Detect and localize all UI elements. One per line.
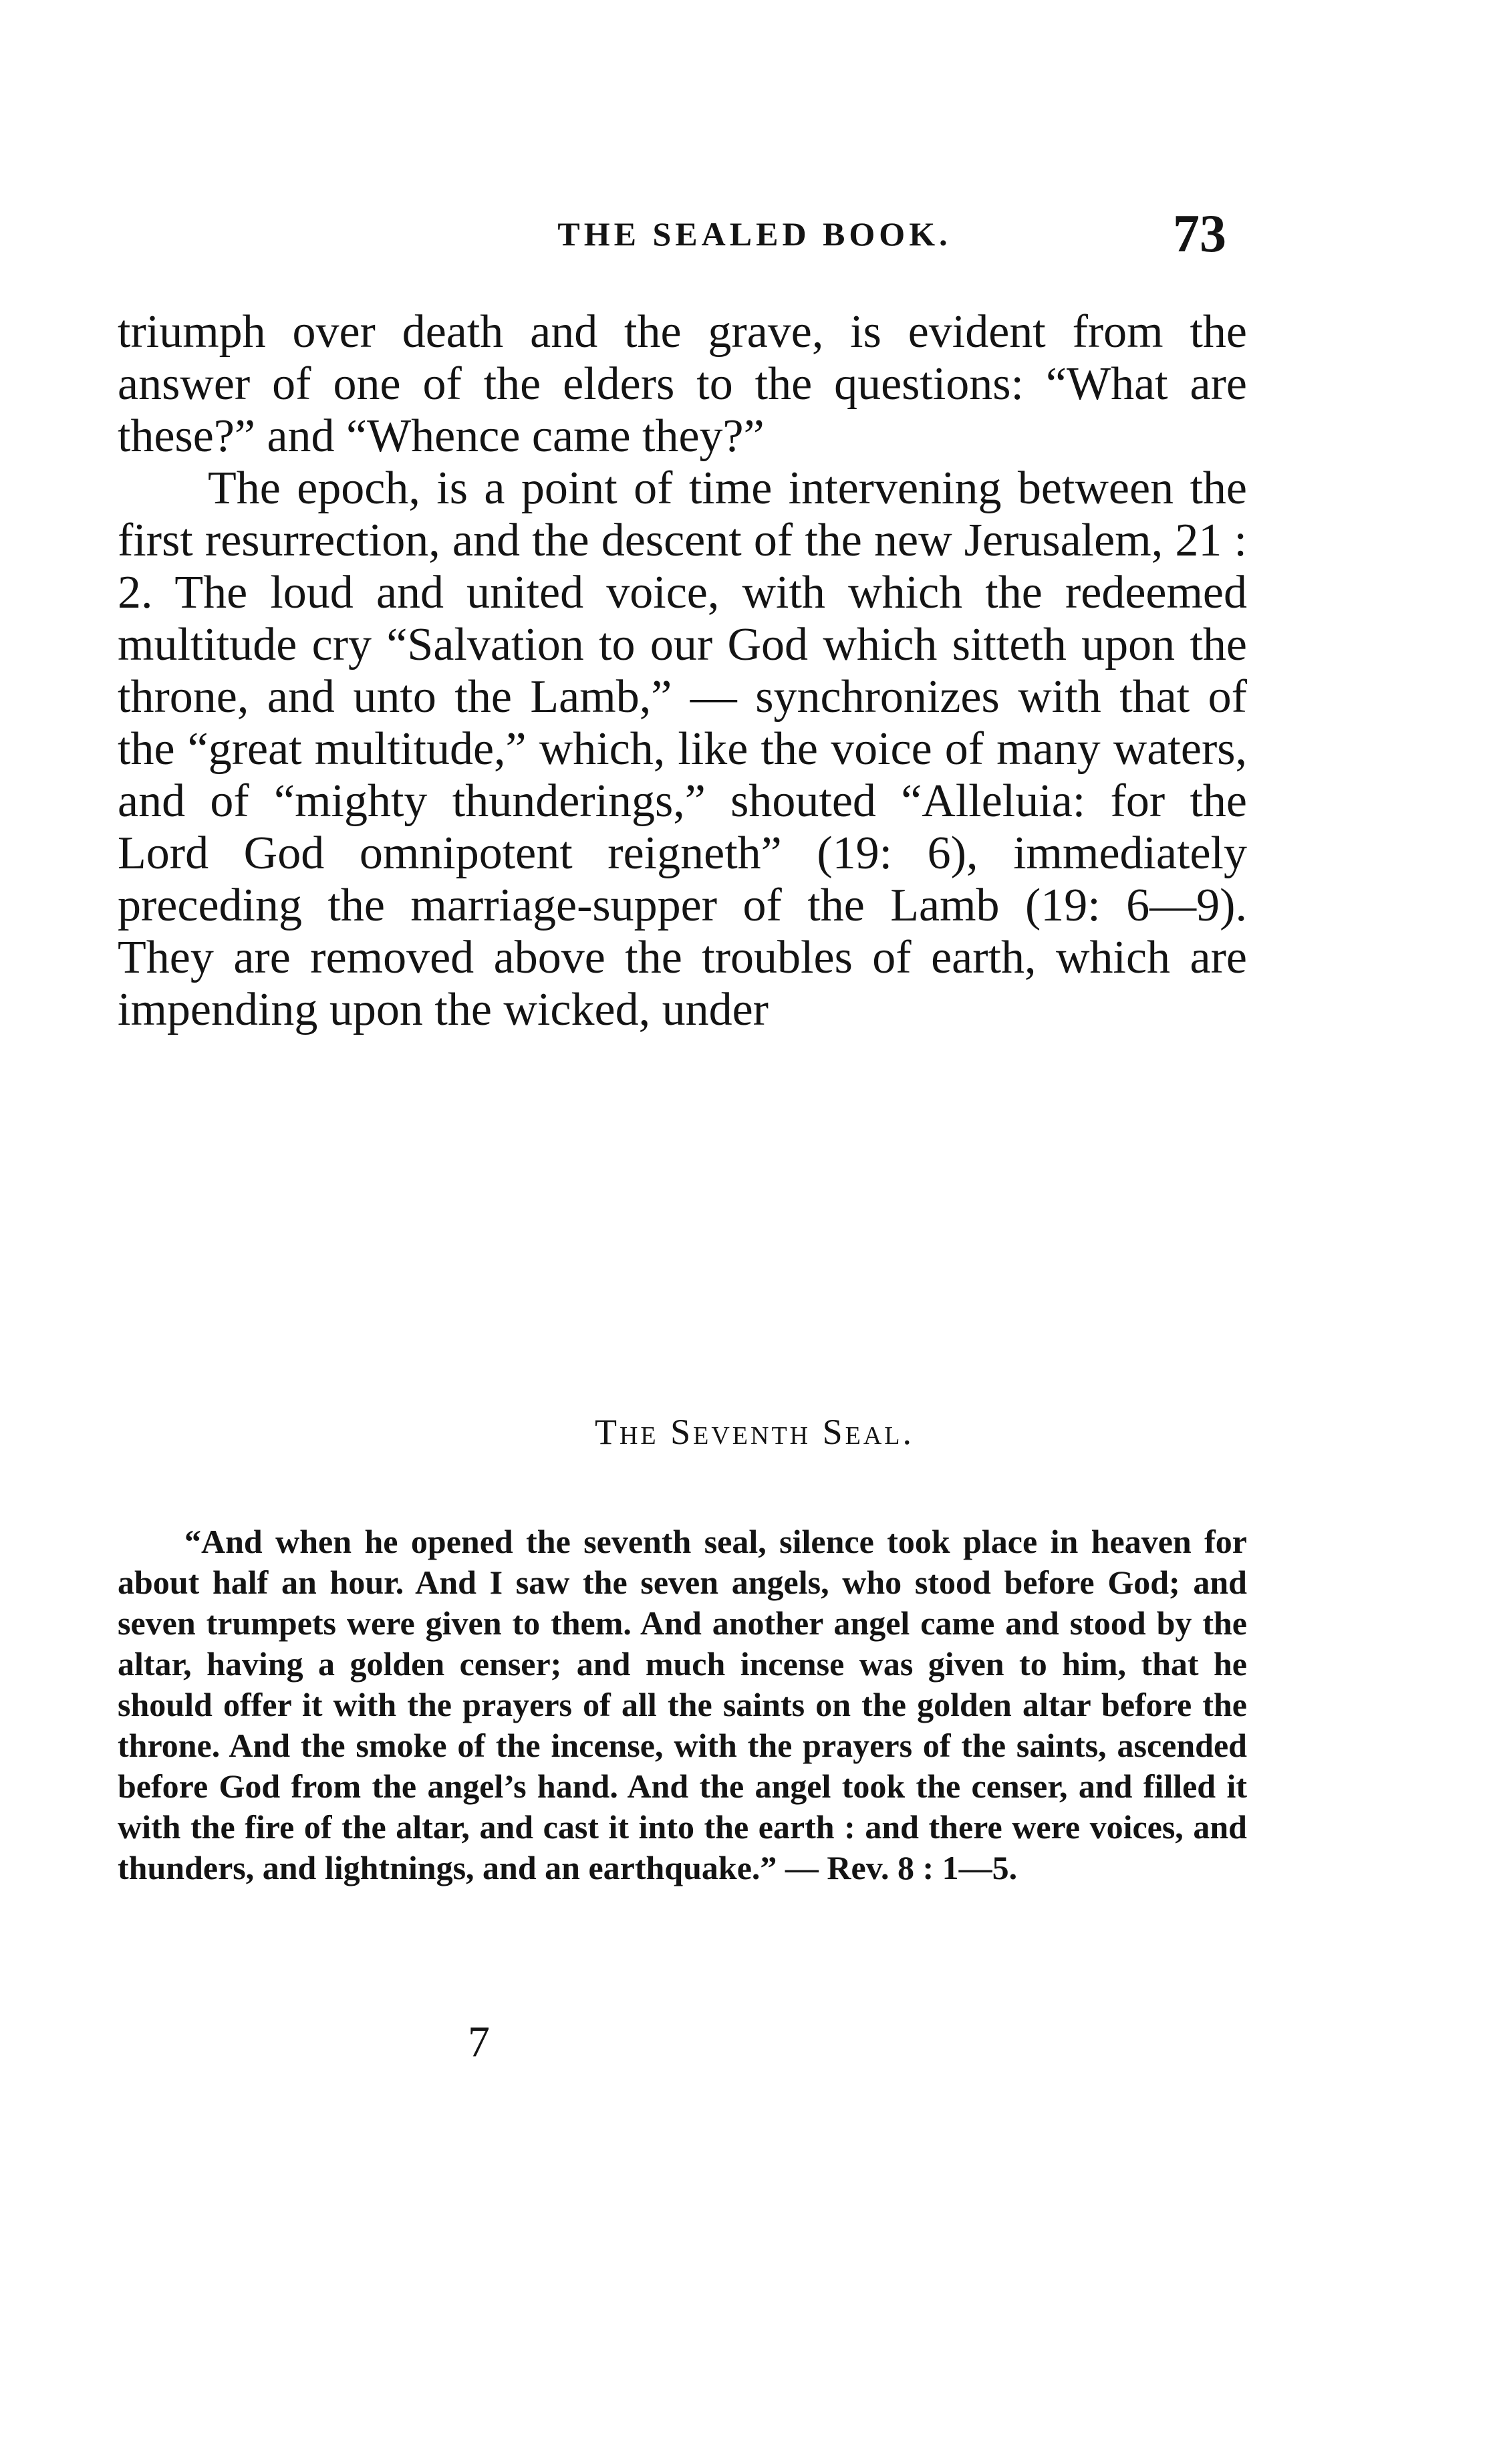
page-number: 73 — [1173, 205, 1226, 263]
quote-text: “And when he opened the seventh seal, silence took place in heaven for about half an hour. And I saw the seven angels, who stood before God; and seven trumpets were given to them. And another angel came and stood by the altar, having a golden censer; and much incense was given to him, that he should offer it with the prayers of all the saints on the golden altar before the throne. And the smoke of the incense, with the prayers of the saints, ascended before God from the angel’s hand. And the angel took the censer, and filled it with the fire of the altar, and cast it into the earth : and there were voices, and thunders, and lightnings, and an earthquake.” — Rev. 8 : 1—5. — [118, 1523, 1247, 1886]
running-title: THE SEALED BOOK. — [557, 215, 952, 253]
paragraph-epoch: The epoch, is a point of time intervening between the first resurrection, and the descent of the new Jerusalem, 21 : 2. The loud and united voice, with which the redeemed multitude cry “Salvation to our God which sitteth upon the throne, and unto the Lamb,” — synchronizes with that of the “great multitude,” which, like the voice of many waters, and of “mighty thunderings,” shouted “Alleluia: for the Lord God omnipotent reigneth” (19: 6), immediately preceding the marriage-supper of the Lamb (19: 6—9). They are removed above the troubles of earth, which are impending upon the wicked, under — [118, 463, 1247, 1035]
body-text — [118, 306, 1247, 1036]
paragraph-continuation: triumph over death and the grave, is evident from the answer of one of the elders to the questions: “What are these?” and “Whence came they?” — [118, 306, 1247, 462]
signature-mark: 7 — [468, 2017, 490, 2066]
scripture-quote — [118, 1521, 1247, 1888]
section-heading: The Seventh Seal. — [594, 1412, 915, 1452]
